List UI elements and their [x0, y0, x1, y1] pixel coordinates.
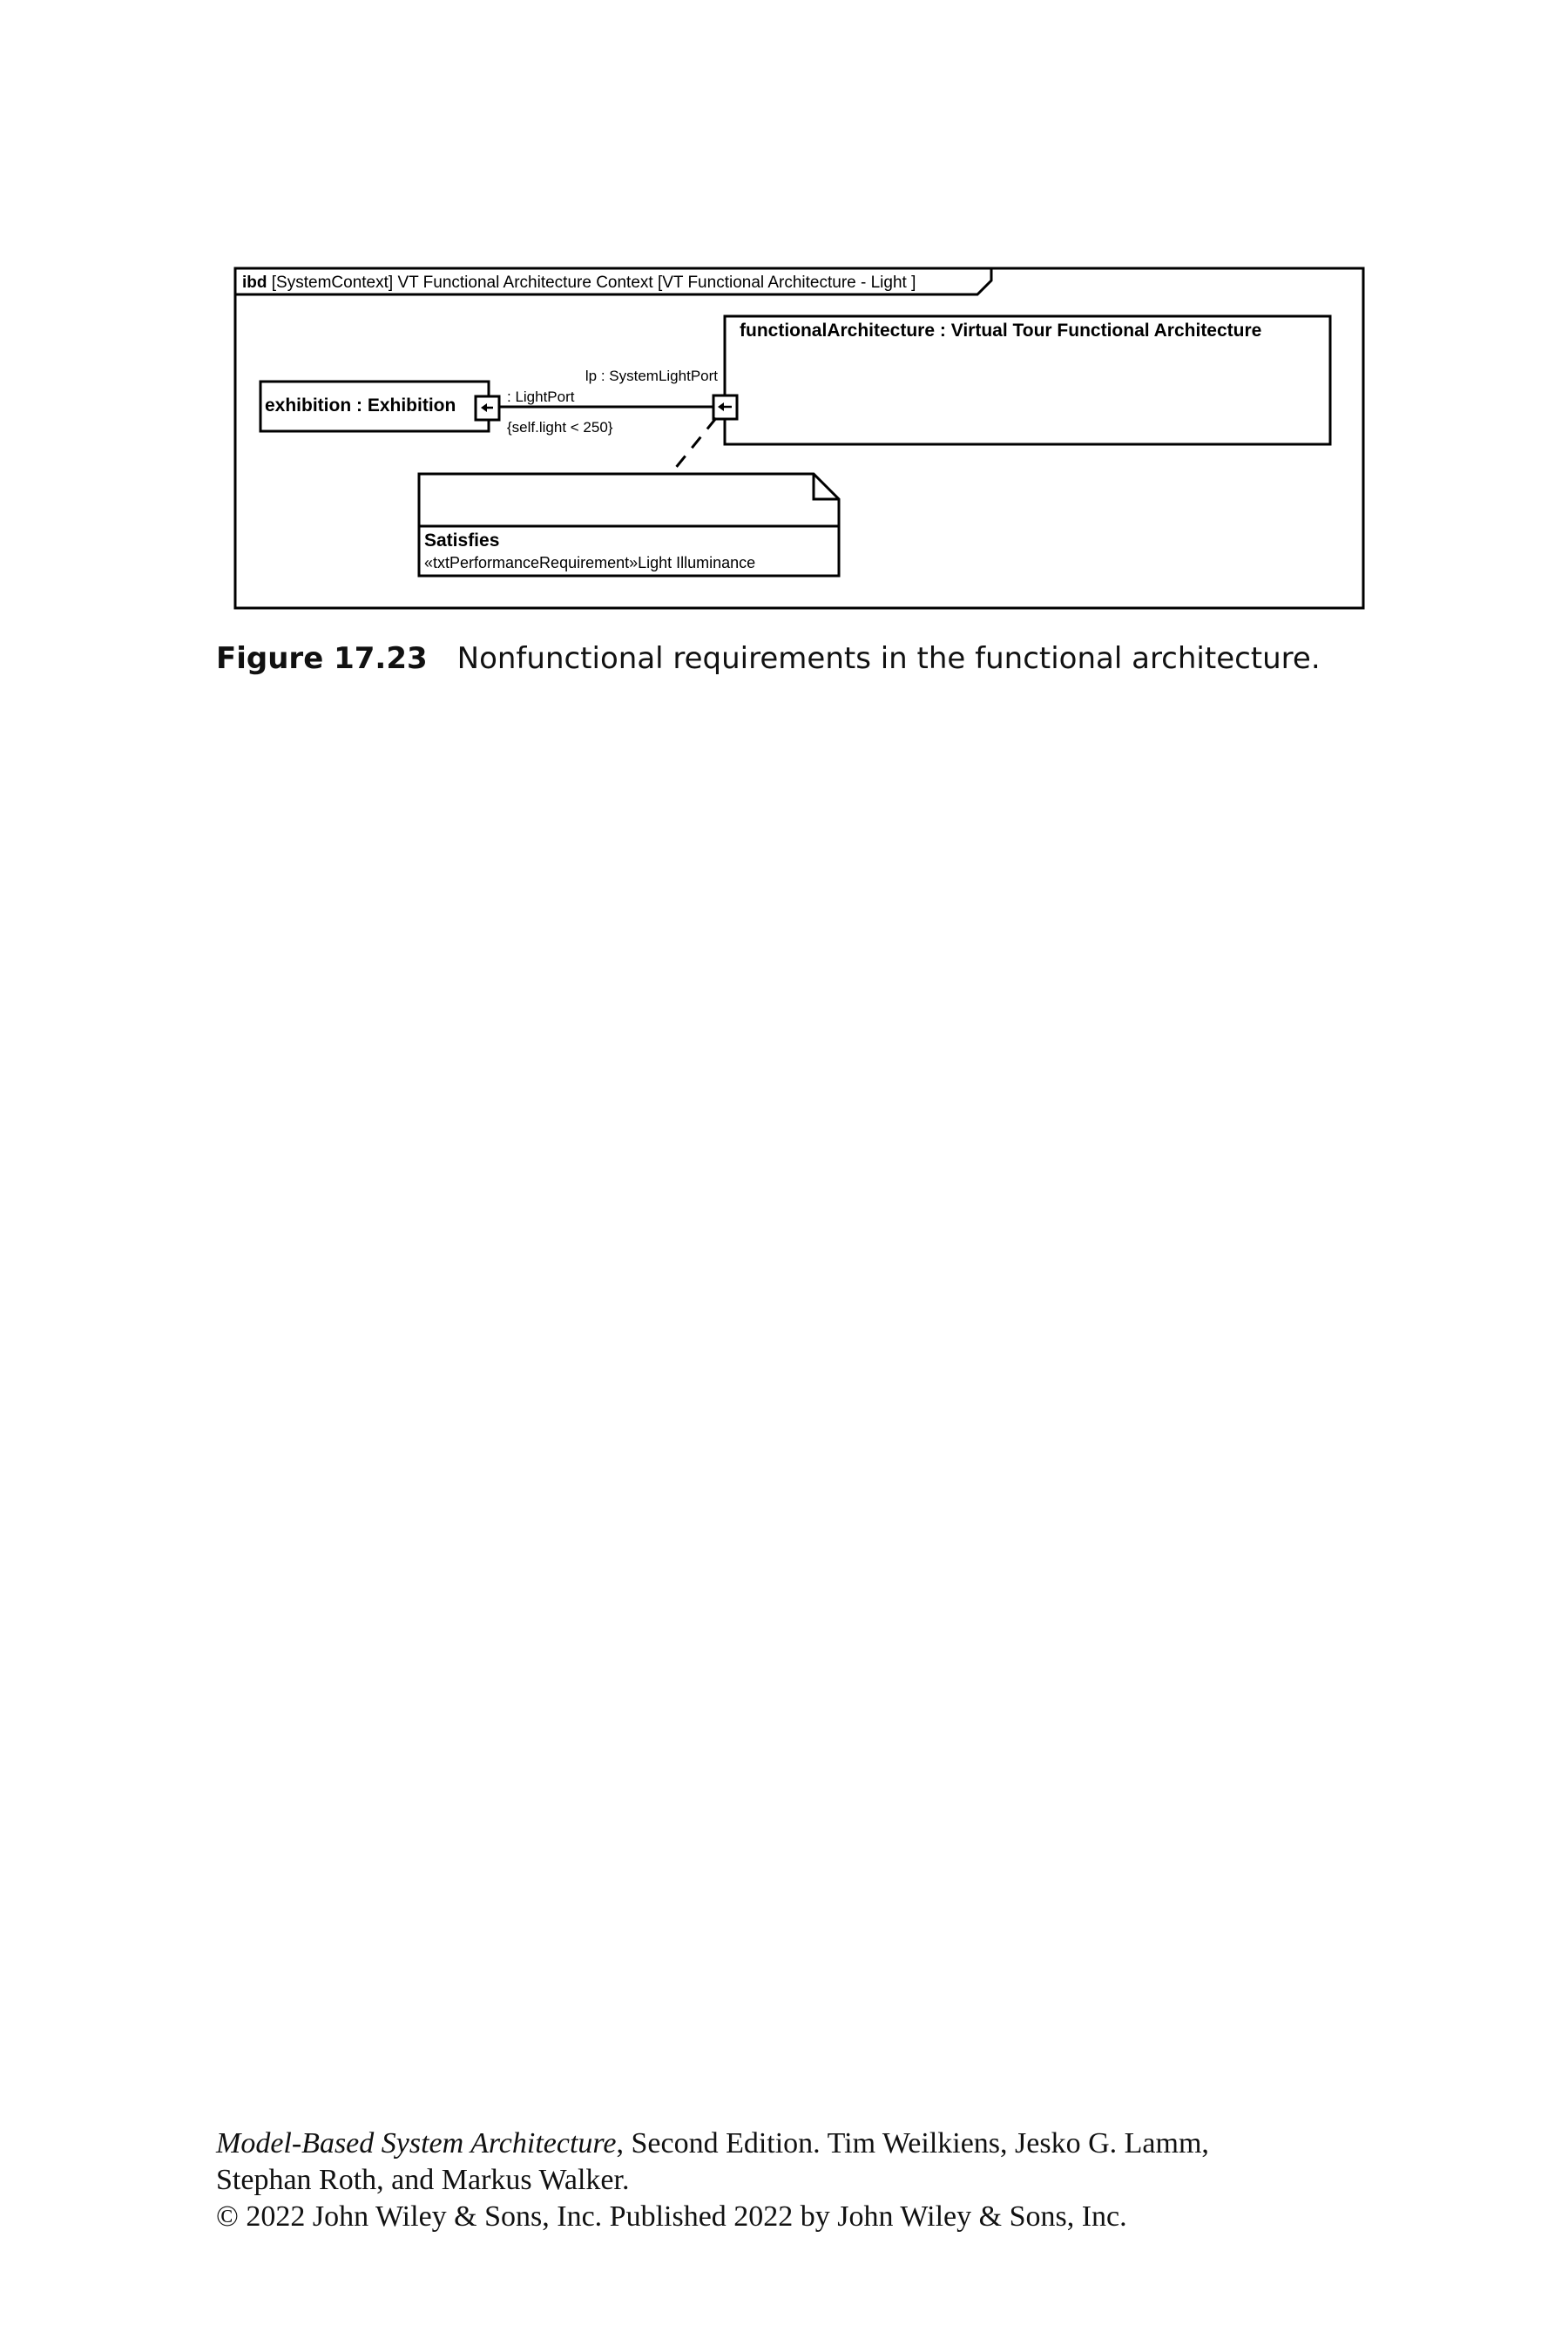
note-body: «txtPerformanceRequirement»Light Illuminance [424, 554, 756, 571]
functional-architecture-label: functionalArchitecture : Virtual Tour Functional Architecture [740, 321, 1262, 341]
note-anchor-dashed-line [671, 418, 716, 474]
footer-line-1 [216, 2126, 1209, 2162]
figure-caption-text: Nonfunctional requirements in the functional architecture. [456, 641, 1321, 676]
note-title: Satisfies [424, 531, 500, 551]
footer-line-3: © 2022 John Wiley & Sons, Inc. Published 2022 by John Wiley & Sons, Inc. [216, 2200, 1127, 2233]
exhibition-part-label: exhibition : Exhibition [265, 395, 456, 416]
system-light-port [713, 395, 737, 419]
diagram-frame-header: ibd [SystemContext] VT Functional Architecture Context [VT Functional Architecture - Light ] [242, 274, 916, 292]
system-light-port-label: lp : SystemLightPort [585, 368, 718, 384]
footer-line-1-rest: , Second Edition. Tim Weilkiens, Jesko G. Lamm, [616, 2127, 1209, 2159]
exhibition-port-label: : LightPort [507, 389, 575, 405]
copyright-footer [216, 2126, 1209, 2235]
footer-line-2: Stephan Roth, and Markus Walker. [216, 2164, 630, 2196]
exhibition-light-port [476, 396, 499, 420]
connector-constraint: {self.light < 250} [507, 419, 613, 436]
figure-caption [216, 641, 1321, 676]
book-title: Model-Based System Architecture [216, 2127, 617, 2159]
figure-label: Figure 17.23 [216, 641, 428, 676]
